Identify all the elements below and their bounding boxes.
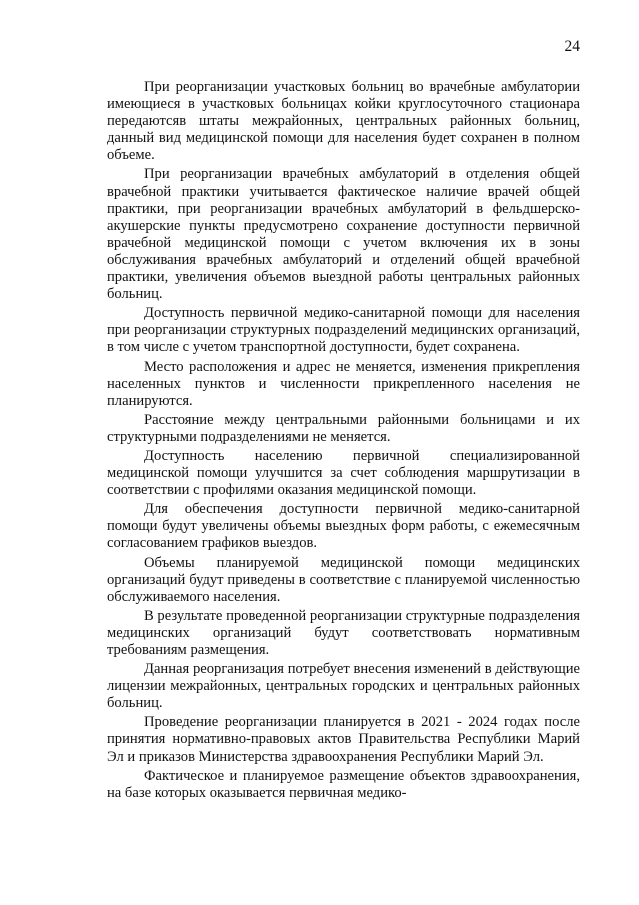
paragraph: Для обеспечения доступности первичной медико-санитарной помощи будут увеличены объемы выездных форм работы, с ежемесячным согласованием графиков выездов. <box>107 501 580 552</box>
paragraph: Доступность населению первичной специализированной медицинской помощи улучшится за счет соблюдения маршрутизации в соответствии с профилями оказания медицинской помощи. <box>107 447 580 499</box>
paragraph: Проведение реорганизации планируется в 2021 - 2024 годах после принятия нормативно-правовых актов Правительства Республики Марий Эл и приказов Министерства здравоохранения Республики Марий Эл. <box>107 714 580 765</box>
paragraph: В результате проведенной реорганизации структурные подразделения медицинских организаций будут соответствовать нормативным требованиям размещения. <box>107 607 580 658</box>
paragraph: Фактическое и планируемое размещение объектов здравоохранения, на базе которых оказывается первичная медико- <box>107 767 580 801</box>
paragraph: Расстояние между центральными районными больницами и их структурными подразделениями не меняется. <box>107 411 580 445</box>
paragraph: Доступность первичной медико-санитарной помощи для населения при реорганизации структурных подразделений медицинских организаций, в том числе с учетом транспортной доступности, будет сохранена. <box>107 305 580 356</box>
paragraph: Данная реорганизация потребует внесения изменений в действующие лицензии межрайонных, центральных городских и центральных районных больниц. <box>107 661 580 712</box>
document-body <box>107 79 580 802</box>
paragraph: При реорганизации врачебных амбулаторий в отделения общей врачебной практики учитывается фактическое наличие врачей общей практики, при реорганизации врачебных амбулаторий в фельдшерско-акушерские пункты предусмотрено сохранение доступности первичной врачебной медицинской помощи с учетом включения их в зоны обслуживания врачебных амбулаторий и отделений общей врачебной практики, увеличения объемов выездной работы центральных районных больниц. <box>107 166 580 303</box>
paragraph: Место расположения и адрес не меняется, изменения прикрепления населенных пунктов и численности прикрепленного населения не планируются. <box>107 358 580 409</box>
page-number: 24 <box>564 38 580 55</box>
paragraph: Объемы планируемой медицинской помощи медицинских организаций будут приведены в соответствие с планируемой численностью обслуживаемого населения. <box>107 554 580 605</box>
paragraph: При реорганизации участковых больниц во врачебные амбулатории имеющиеся в участковых больницах койки круглосуточного стационара передаютсяв штаты межрайонных, центральных районных больниц, данный вид медицинской помощи для населения будет сохранен в полном объеме. <box>107 79 580 164</box>
